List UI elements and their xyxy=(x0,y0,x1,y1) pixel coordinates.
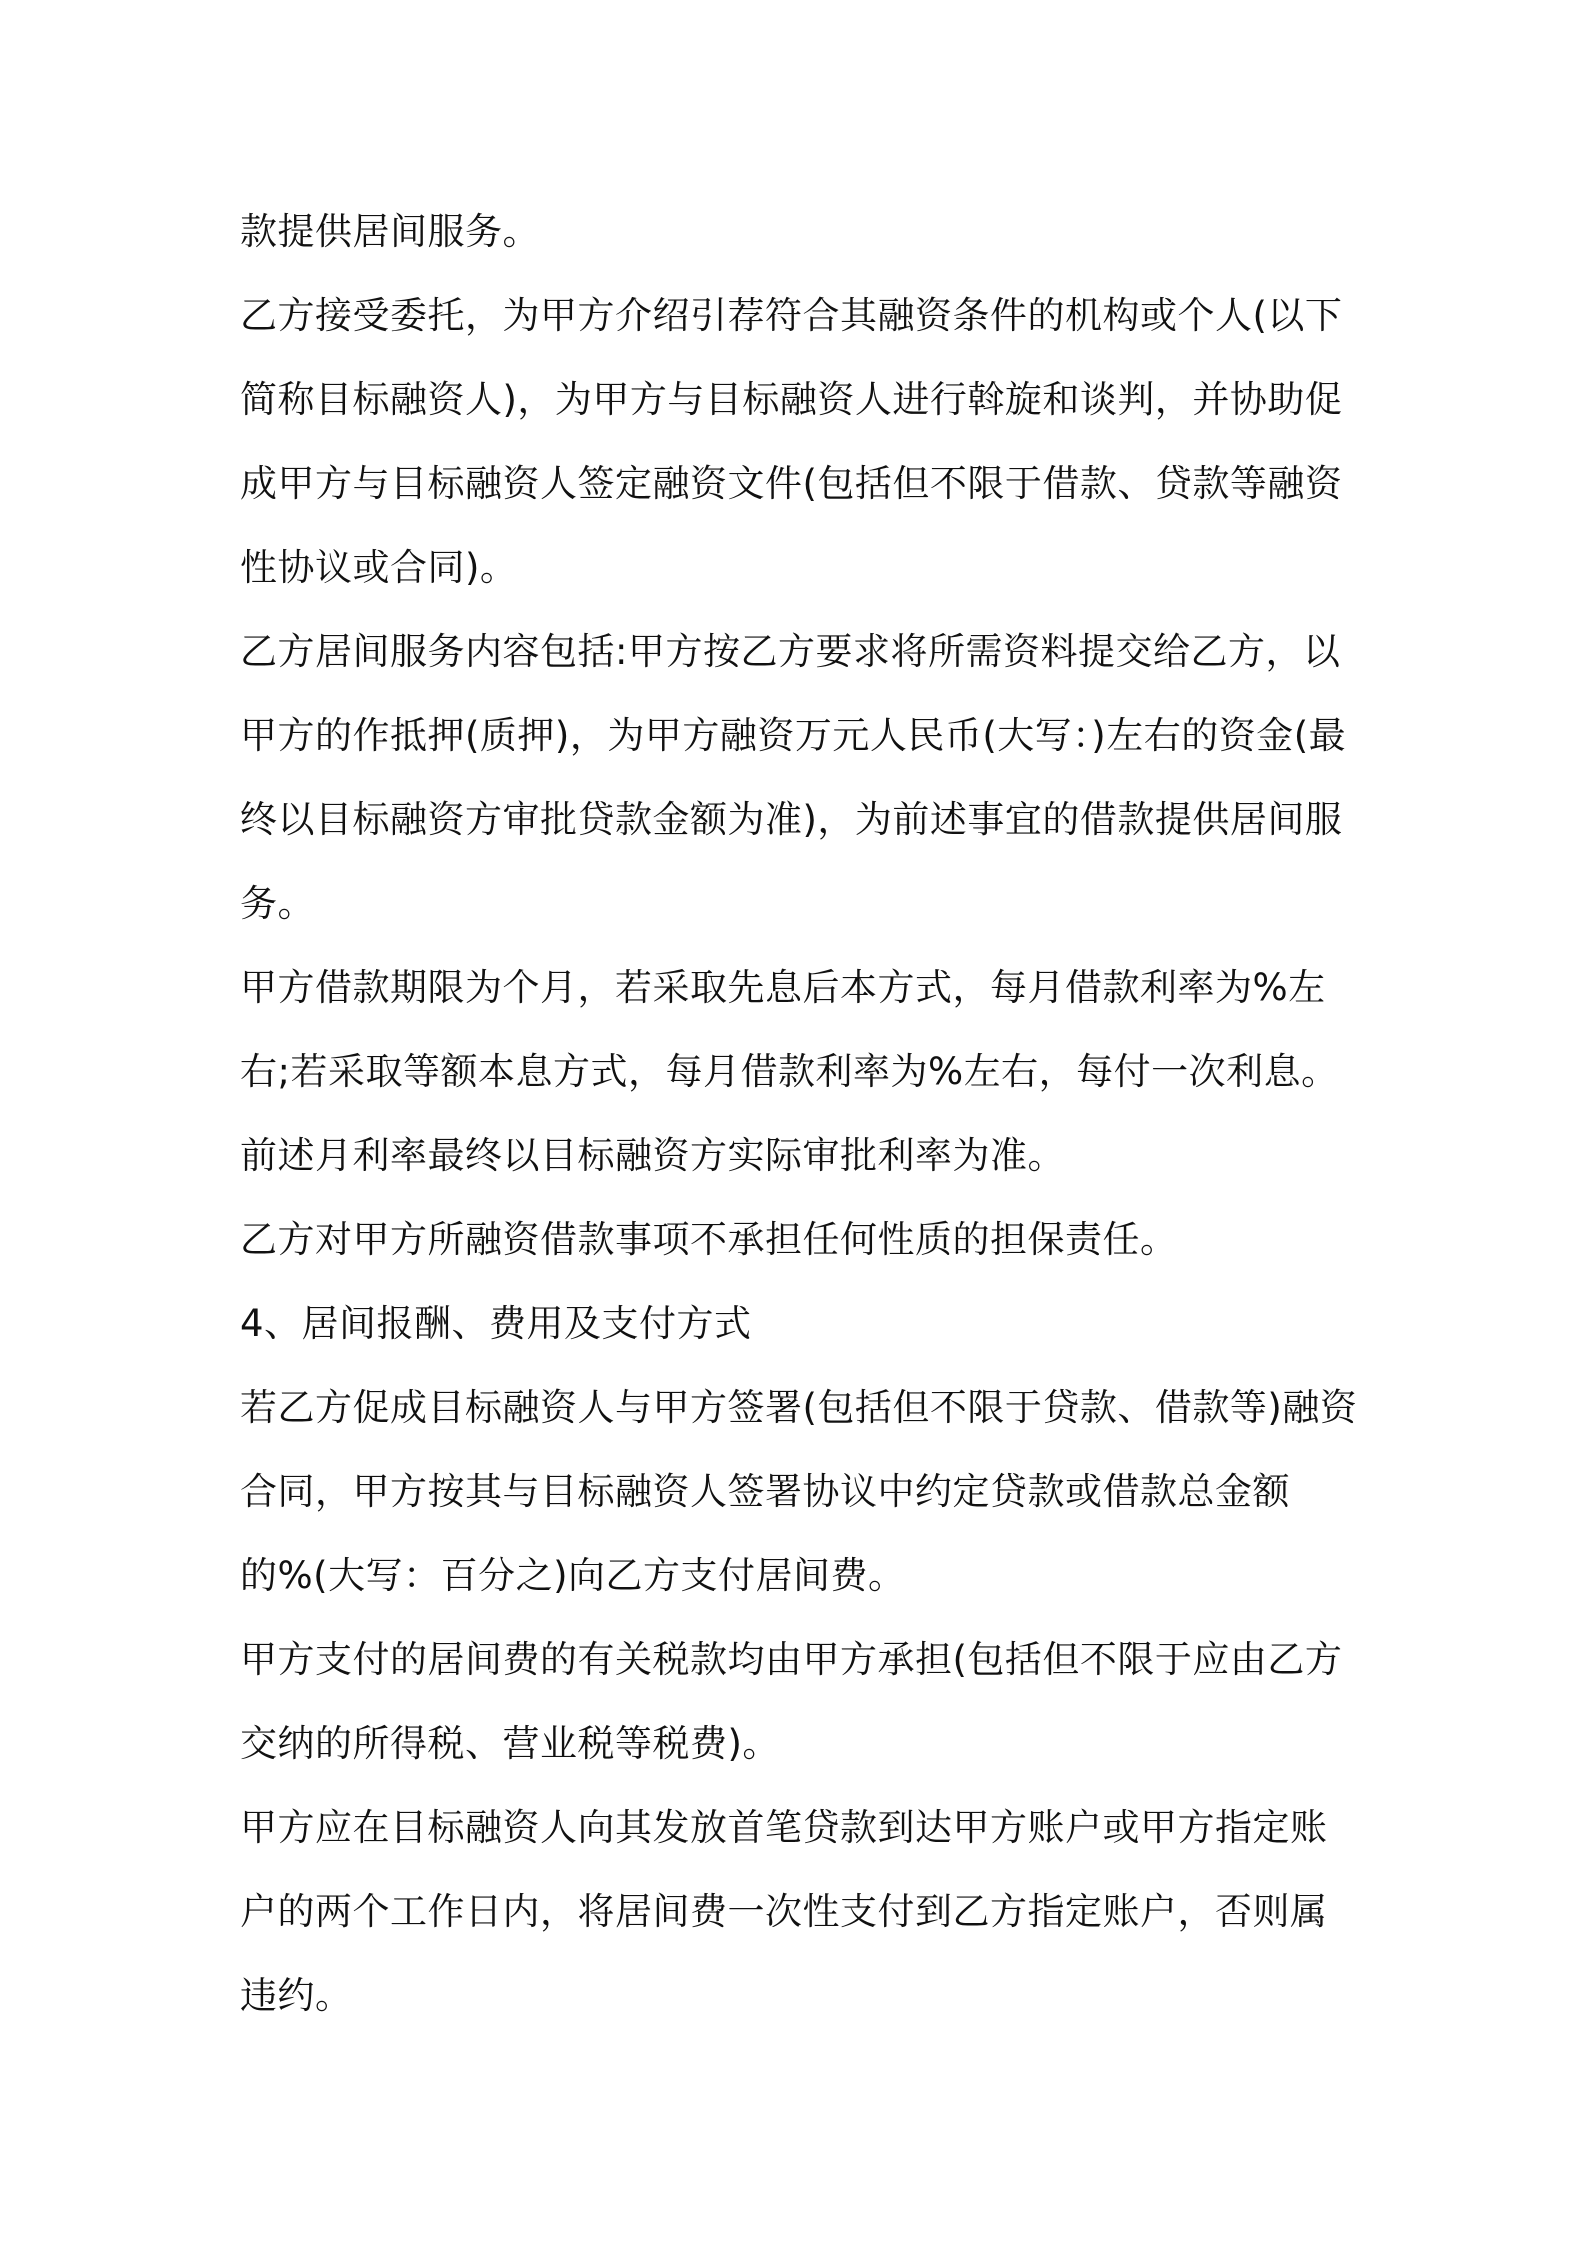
paragraph: 乙方居间服务内容包括:甲方按乙方要求将所需资料提交给乙方，以甲方的作抵押(质押)，为甲方融资万元人民币(大写：)左右的资金(最终以目标融资方审批贷款金额为准)，为前述事宜的借款提供居间服务。 xyxy=(240,630,1347,925)
section-heading: 4、居间报酬、费用及支付方式 xyxy=(240,1302,752,1345)
paragraph: 乙方对甲方所融资借款事项不承担任何性质的担保责任。 xyxy=(240,1218,1178,1261)
paragraph: 甲方借款期限为个月，若采取先息后本方式，每月借款利率为%左右;若采取等额本息方式，每月借款利率为%左右，每付一次利息。前述月利率最终以目标融资方实际审批利率为准。 xyxy=(240,966,1339,1177)
paragraph: 甲方支付的居间费的有关税款均由甲方承担(包括但不限于应由乙方交纳的所得税、营业税等税费)。 xyxy=(240,1638,1343,1765)
paragraph: 款提供居间服务。 xyxy=(240,210,540,253)
paragraph: 乙方接受委托，为甲方介绍引荐符合其融资条件的机构或个人(以下简称目标融资人)，为甲方与目标融资人进行斡旋和谈判，并协助促成甲方与目标融资人签定融资文件(包括但不限于借款、贷款等融资性协议或合同)。 xyxy=(240,294,1343,589)
document-body xyxy=(240,190,1360,2038)
paragraph: 甲方应在目标融资人向其发放首笔贷款到达甲方账户或甲方指定账户的两个工作日内，将居间费一次性支付到乙方指定账户，否则属违约。 xyxy=(240,1806,1328,2017)
paragraph: 若乙方促成目标融资人与甲方签署(包括但不限于贷款、借款等)融资合同，甲方按其与目标融资人签署协议中约定贷款或借款总金额的%(大写：百分之)向乙方支付居间费。 xyxy=(240,1386,1358,1597)
